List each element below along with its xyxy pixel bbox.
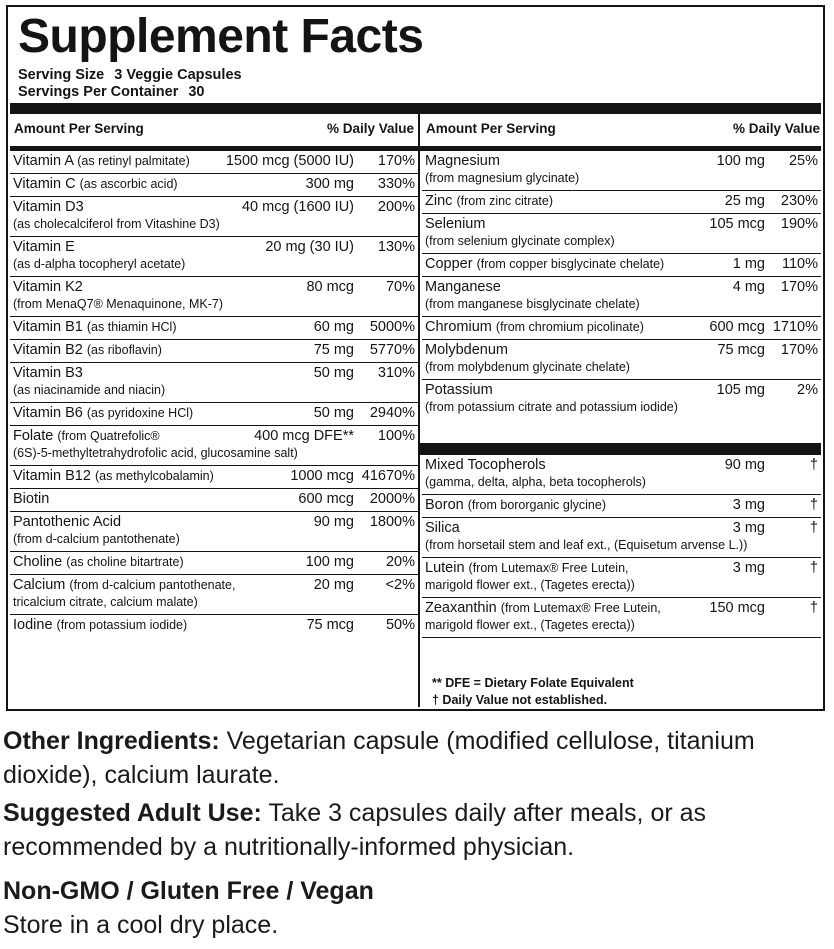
nutrient-source: (from d-calcium pantothenate, <box>69 578 236 592</box>
nutrient-source-detail: tricalcium citrate, calcium malate) <box>13 595 198 609</box>
nutrient-source-detail: (from magnesium glycinate) <box>425 171 580 185</box>
nutrient-name: Biotin <box>13 491 50 507</box>
nutrient-name-line <box>13 428 160 445</box>
nutrient-name-line <box>425 600 661 617</box>
nutrient-amount: 1500 mcg (5000 IU) <box>225 153 354 169</box>
nutrient-name: Copper <box>425 256 473 272</box>
right-column-header <box>426 119 820 139</box>
nutrient-row <box>10 466 418 489</box>
nutrient-daily-value: 100% <box>377 428 415 444</box>
nutrient-amount: 1 mg <box>732 256 765 272</box>
nutrient-daily-value: 1800% <box>369 514 415 530</box>
other-ingredients <box>3 724 829 792</box>
thick-rule-top <box>10 103 821 114</box>
nutrient-source-detail: (from d-calcium pantothenate) <box>13 532 180 546</box>
nutrient-amount: 90 mg <box>313 514 354 530</box>
suggested-use-text: Take 3 capsules daily after meals, or as recommended by a nutritionally-informed physician. <box>3 799 707 861</box>
nutrient-name: Vitamin E <box>13 239 75 255</box>
nutrient-name: Vitamin D3 <box>13 199 84 215</box>
nutrient-row <box>422 214 821 254</box>
nutrient-row <box>10 512 418 552</box>
footnote-dfe: ** DFE = Dietary Folate Equivalent <box>432 676 634 690</box>
nutrient-name-line <box>425 497 606 514</box>
nutrient-source-detail: marigold flower ext., (Tagetes erecta)) <box>425 578 635 592</box>
nutrient-daily-value: † <box>809 457 818 473</box>
nutrient-source: (from bororganic glycine) <box>467 498 606 512</box>
nutrient-name-line <box>425 153 500 170</box>
nutrient-row <box>422 558 821 598</box>
nutrient-row <box>10 426 418 466</box>
nutrient-amount: 50 mg <box>313 365 354 381</box>
nutrient-row <box>422 191 821 214</box>
nutrient-daily-value: 5000% <box>369 319 415 335</box>
nutrient-source: (from potassium iodide) <box>56 618 188 632</box>
dv-header-right: % Daily Value <box>732 121 820 136</box>
nutrient-daily-value: 2000% <box>369 491 415 507</box>
nutrient-amount: 40 mcg (1600 IU) <box>241 199 354 215</box>
nutrient-source: (from copper bisglycinate chelate) <box>476 257 665 271</box>
nutrient-name-line <box>13 617 187 634</box>
nutrient-daily-value: 200% <box>377 199 415 215</box>
nutrient-row <box>422 455 821 495</box>
nutrient-name: Folate <box>13 428 54 444</box>
nutrient-name-line <box>425 193 553 210</box>
nutrient-daily-value: 2940% <box>369 405 415 421</box>
nutrient-row <box>422 518 821 558</box>
panel-title: Supplement Facts <box>18 10 424 63</box>
nutrient-amount: 400 mcg DFE** <box>254 428 354 444</box>
nutrient-row <box>422 317 821 340</box>
nutrient-amount: 100 mg <box>305 554 354 570</box>
nutrient-source: (as riboflavin) <box>86 343 162 357</box>
nutrient-name: Choline <box>13 554 63 570</box>
nutrient-daily-value: 20% <box>385 554 415 570</box>
nutrient-amount: 105 mg <box>716 382 765 398</box>
nutrient-daily-value: 110% <box>781 256 818 272</box>
nutrient-daily-value: † <box>809 497 818 513</box>
nutrient-name: Selenium <box>425 216 486 232</box>
nutrient-name: Mixed Tocopherols <box>425 457 546 473</box>
nutrient-amount: 20 mg <box>313 577 354 593</box>
nutrient-amount: 105 mcg <box>709 216 765 232</box>
dv-header-left: % Daily Value <box>326 121 414 136</box>
nutrient-amount: 25 mg <box>724 193 765 209</box>
nutrient-name-line <box>13 279 83 296</box>
nutrient-source: (as choline bitartrate) <box>66 555 184 569</box>
nutrient-daily-value: † <box>809 600 818 616</box>
nutrient-daily-value: 170% <box>780 342 818 358</box>
nutrient-name: Zeaxanthin <box>425 600 497 616</box>
nutrient-amount: 75 mg <box>313 342 354 358</box>
nutrient-name: Vitamin C <box>13 176 76 192</box>
nutrient-name: Vitamin K2 <box>13 279 83 295</box>
nutrient-name: Manganese <box>425 279 501 295</box>
nutrient-amount: 600 mcg <box>298 491 354 507</box>
nutrient-amount: 75 mcg <box>306 617 354 633</box>
nutrient-row <box>10 552 418 575</box>
nutrient-source-detail: (from potassium citrate and potassium iodide) <box>425 400 678 414</box>
servings-per-container <box>18 84 205 100</box>
nutrient-daily-value: † <box>809 520 818 536</box>
nutrient-row <box>10 615 418 638</box>
servings-per-container-value: 30 <box>188 84 205 100</box>
nutrient-daily-value: 5770% <box>369 342 415 358</box>
nutrient-source-detail: marigold flower ext., (Tagetes erecta)) <box>425 618 635 632</box>
nutrient-name: Vitamin B6 <box>13 405 83 421</box>
nutrient-amount: 100 mg <box>716 153 765 169</box>
dietary-claims: Non-GMO / Gluten Free / Vegan <box>3 877 374 905</box>
nutrient-daily-value: 230% <box>780 193 818 209</box>
nutrient-amount: 75 mcg <box>717 342 765 358</box>
nutrient-source: (as methylcobalamin) <box>94 469 214 483</box>
nutrient-amount: 150 mcg <box>709 600 765 616</box>
left-column-header <box>14 119 414 139</box>
suggested-use <box>3 796 829 864</box>
nutrient-daily-value: 2% <box>797 382 818 398</box>
nutrient-source-detail: (as d-alpha tocopheryl acetate) <box>13 257 186 271</box>
nutrient-row <box>10 363 418 403</box>
nutrient-name: Calcium <box>13 577 66 593</box>
nutrient-daily-value: 1710% <box>772 319 818 335</box>
nutrient-daily-value: 190% <box>780 216 818 232</box>
nutrient-source-detail: (from manganese bisglycinate chelate) <box>425 297 640 311</box>
nutrient-source: (from Lutemax® Free Lutein, <box>500 601 661 615</box>
nutrient-source-detail: (gamma, delta, alpha, beta tocopherols) <box>425 475 646 489</box>
nutrient-source: (as thiamin HCl) <box>86 320 177 334</box>
nutrient-name-line <box>13 491 49 508</box>
nutrient-name-line <box>13 554 184 571</box>
serving-size-label: Serving Size <box>18 67 105 83</box>
nutrient-source-detail: (from molybdenum glycinate chelate) <box>425 360 630 374</box>
nutrient-amount: 50 mg <box>313 405 354 421</box>
nutrient-name: Potassium <box>425 382 493 398</box>
nutrient-amount: 1000 mcg <box>290 468 354 484</box>
other-ingredients-label: Other Ingredients: <box>3 727 220 755</box>
nutrient-source-detail: (as cholecalciferol from Vitashine D3) <box>13 217 220 231</box>
nutrient-name-line <box>425 342 508 359</box>
thick-rule-right-middle <box>420 443 821 455</box>
nutrient-name-line <box>425 279 501 296</box>
nutrient-name: Zinc <box>425 193 453 209</box>
nutrient-name: Lutein <box>425 560 465 576</box>
nutrient-source: (from Lutemax® Free Lutein, <box>468 561 629 575</box>
serving-size-value: 3 Veggie Capsules <box>114 67 242 83</box>
nutrient-name: Pantothenic Acid <box>13 514 122 530</box>
nutrient-name-line <box>13 365 83 382</box>
nutrient-name: Vitamin B1 <box>13 319 83 335</box>
nutrient-name: Boron <box>425 497 464 513</box>
nutrient-name-line <box>13 342 162 359</box>
nutrient-name-line <box>13 577 235 594</box>
nutrient-amount: 3 mg <box>732 560 765 576</box>
nutrient-amount: 80 mcg <box>306 279 354 295</box>
nutrient-name-line <box>13 199 84 216</box>
nutrient-row <box>10 575 418 615</box>
nutrient-row <box>10 489 418 512</box>
nutrient-daily-value: <2% <box>385 577 415 593</box>
nutrient-row <box>10 151 418 174</box>
supplement-facts-panel <box>6 5 825 711</box>
nutrient-row <box>422 340 821 380</box>
nutrient-daily-value: 170% <box>377 153 415 169</box>
nutrient-name: Vitamin B2 <box>13 342 83 358</box>
nutrient-daily-value: 130% <box>377 239 415 255</box>
nutrient-daily-value: 41670% <box>361 468 415 484</box>
nutrient-name: Vitamin A <box>13 153 74 169</box>
nutrient-name-line <box>13 405 193 422</box>
nutrient-source-detail: (from selenium glycinate complex) <box>425 234 615 248</box>
amount-header-right: Amount Per Serving <box>426 121 556 136</box>
nutrient-source: (from chromium picolinate) <box>495 320 644 334</box>
nutrient-name-line <box>425 319 644 336</box>
amount-header-left: Amount Per Serving <box>14 121 144 136</box>
nutrient-name: Silica <box>425 520 460 536</box>
nutrient-name-line <box>425 256 664 273</box>
nutrient-row <box>422 380 821 420</box>
nutrient-source: (as pyridoxine HCl) <box>86 406 194 420</box>
nutrient-row <box>10 277 418 317</box>
nutrient-name-line <box>13 468 214 485</box>
nutrient-amount: 600 mcg <box>709 319 765 335</box>
nutrient-source: (from Quatrefolic® <box>57 429 160 443</box>
storage-instructions: Store in a cool dry place. <box>3 911 279 939</box>
nutrient-name: Magnesium <box>425 153 500 169</box>
nutrient-amount: 4 mg <box>732 279 765 295</box>
nutrient-amount: 3 mg <box>732 520 765 536</box>
nutrient-daily-value: 25% <box>788 153 818 169</box>
nutrient-name: Vitamin B12 <box>13 468 91 484</box>
nutrient-daily-value: 50% <box>385 617 415 633</box>
nutrient-source: (from zinc citrate) <box>456 194 553 208</box>
column-divider <box>418 114 420 707</box>
nutrient-row <box>10 403 418 426</box>
nutrient-name-line <box>13 319 177 336</box>
nutrient-amount: 300 mg <box>305 176 354 192</box>
nutrient-daily-value: 330% <box>377 176 415 192</box>
nutrient-amount: 90 mg <box>724 457 765 473</box>
nutrient-name: Vitamin B3 <box>13 365 83 381</box>
nutrient-name-line <box>425 520 460 537</box>
nutrient-row <box>10 197 418 237</box>
nutrient-amount: 3 mg <box>732 497 765 513</box>
nutrient-name-line <box>13 176 178 193</box>
nutrient-amount: 20 mg (30 IU) <box>265 239 354 255</box>
nutrient-daily-value: 310% <box>377 365 415 381</box>
nutrient-daily-value: 70% <box>385 279 415 295</box>
nutrient-daily-value: † <box>809 560 818 576</box>
nutrient-name-line <box>13 153 190 170</box>
nutrient-name-line <box>425 216 485 233</box>
nutrient-amount: 60 mg <box>313 319 354 335</box>
nutrient-name-line <box>425 560 629 577</box>
nutrient-row <box>10 174 418 197</box>
nutrient-source-detail: (as niacinamide and niacin) <box>13 383 166 397</box>
nutrient-row <box>422 277 821 317</box>
nutrient-name-line <box>425 382 493 399</box>
other-ingredients-text: Vegetarian capsule (modified cellulose, titanium dioxide), calcium laurate. <box>3 727 755 789</box>
nutrient-source-detail: (from MenaQ7® Menaquinone, MK-7) <box>13 297 223 311</box>
nutrient-row <box>10 237 418 277</box>
servings-per-container-label: Servings Per Container <box>18 84 179 100</box>
nutrient-name-line <box>425 457 546 474</box>
nutrient-row <box>10 317 418 340</box>
serving-size <box>18 67 242 83</box>
nutrient-row <box>422 254 821 277</box>
nutrient-row <box>10 340 418 363</box>
nutrient-name: Iodine <box>13 617 53 633</box>
suggested-use-label: Suggested Adult Use: <box>3 799 262 827</box>
nutrient-daily-value: 170% <box>780 279 818 295</box>
nutrient-source: (as retinyl palmitate) <box>77 154 190 168</box>
nutrient-name-line <box>13 239 75 256</box>
nutrient-row <box>422 495 821 518</box>
footnote-dagger: † Daily Value not established. <box>432 693 608 707</box>
nutrient-name: Chromium <box>425 319 492 335</box>
nutrient-source-detail: (from horsetail stem and leaf ext., (Equisetum arvense L.)) <box>425 538 748 552</box>
nutrient-name-line <box>13 514 121 531</box>
nutrient-name: Molybdenum <box>425 342 509 358</box>
nutrient-source: (as ascorbic acid) <box>79 177 178 191</box>
nutrient-source-detail: (6S)-5-methyltetrahydrofolic acid, glucosamine salt) <box>13 446 298 460</box>
nutrient-row <box>422 151 821 191</box>
nutrient-row <box>422 598 821 638</box>
